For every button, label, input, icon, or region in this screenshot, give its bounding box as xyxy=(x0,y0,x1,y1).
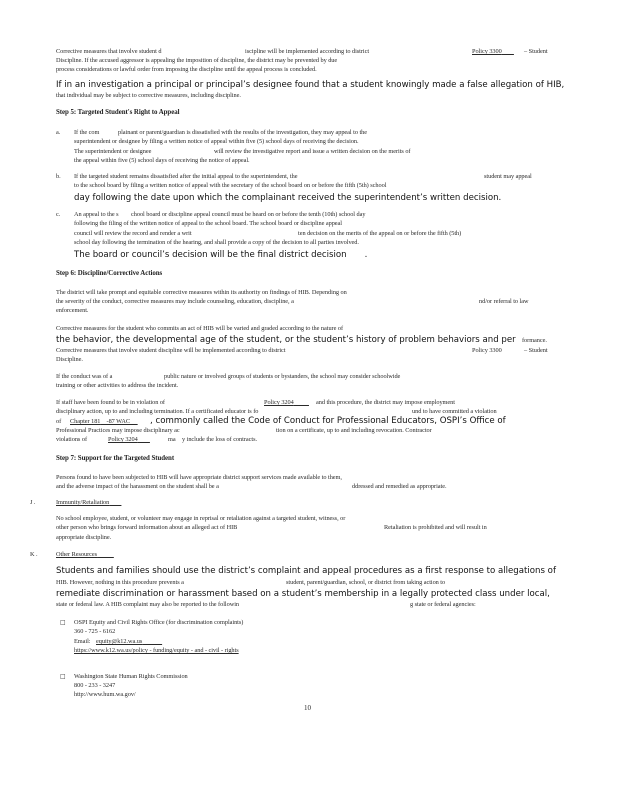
text-line: The district will take prompt and equitable corrective measures within its authority on findings of HIB. Depending on xyxy=(56,289,347,296)
resource-phone: 800 - 233 - 3247 xyxy=(74,682,116,689)
text-line: the behavior, the developmental age of the student, or the student’s history of problem behaviors and per xyxy=(56,335,516,345)
text-line: the appeal within five (5) school days of receiving the notice of appeal. xyxy=(74,157,250,164)
list-marker: c. xyxy=(56,211,61,218)
chapter-181-87-wac-link[interactable]: Chapter 181 -87 WAC xyxy=(70,418,131,425)
text-line: Discipline. xyxy=(56,356,83,363)
text-line: of xyxy=(56,418,62,425)
text-line: public nature or involved groups of students or bystanders, the school may consider schoolwide xyxy=(164,373,401,380)
text-line: An appeal to the s xyxy=(74,211,119,218)
text-line: If the com xyxy=(74,129,100,136)
step7-heading: Step 7: Support for the Targeted Student xyxy=(56,455,175,462)
list-marker: a. xyxy=(56,129,61,136)
section-j-title: Immunity/Retaliation xyxy=(56,499,110,506)
text-line: tion on a certificate, up to and including revocation. Contractor xyxy=(276,427,432,434)
text-line: and this procedure, the district may impose employment xyxy=(316,399,455,406)
checkbox-bullet-icon: □ xyxy=(60,619,66,626)
policy-3204-link[interactable]: Policy 3204 xyxy=(108,436,138,443)
text-line: training or other activities to address the incident. xyxy=(56,382,179,389)
text-line: disciplinary action, up to and including termination. If a certificated educator is fo xyxy=(56,408,259,415)
text-line: – Student xyxy=(524,347,548,354)
resource-url-link[interactable]: https://www.k12.wa.us/policy - funding/equity - and - civil - rights xyxy=(74,647,239,654)
text-line: If in an investigation a principal or principal’s designee found that a student knowingly made a false allegation of HIB, xyxy=(56,80,565,90)
text-line: Corrective measures for the student who commits an act of HIB will be varied and graded according to the nature of xyxy=(56,325,344,332)
text-line: ten decision on the merits of the appeal on or before the fifth (5th) xyxy=(298,230,462,237)
text-line: Corrective measures that involve student d xyxy=(56,48,162,55)
resource-title: OSPI Equity and Civil Rights Office (for discrimination complaints) xyxy=(74,619,244,626)
resource-title: Washington State Human Rights Commission xyxy=(74,673,188,680)
text-line: Students and families should use the district’s complaint and appeal procedures as a first response to allegations of xyxy=(56,566,556,576)
text-line: following the filing of the written notice of appeal to the school board. The school board or discipline appeal xyxy=(74,220,342,227)
text-line: , commonly called the Code of Conduct for Professional Educators, OSPI’s Office of xyxy=(150,416,506,426)
text-line: If the conduct was of a xyxy=(56,373,113,380)
text-line: remediate discrimination or harassment based on a student’s membership in a legally protected class under local, xyxy=(56,589,550,599)
text-line: ddressed and remedied as appropriate. xyxy=(352,483,447,490)
text-line: und to have committed a violation xyxy=(412,408,497,415)
section-marker: K . xyxy=(30,551,38,558)
text-line: will review the investigative report and issue a written decision on the merits of xyxy=(214,148,411,155)
text-line: superintendent or designee by filing a written notice of appeal within five (5) school days of receiving the decision. xyxy=(74,138,359,145)
page-number: 10 xyxy=(304,704,311,712)
text-line: iscipline will be implemented according to district xyxy=(245,48,370,55)
policy-3300-link[interactable]: Policy 3300 xyxy=(472,48,502,55)
resource-phone: 360 - 725 - 6162 xyxy=(74,628,116,635)
resource-url[interactable]: http://www.hum.wa.gov/ xyxy=(74,691,136,698)
text-line: The superintendent or designee xyxy=(74,148,152,155)
text-line: council will review the record and render a writ xyxy=(74,230,192,237)
text-line: school day following the termination of the hearing, and shall provide a copy of the decision to all parties involved. xyxy=(74,239,359,246)
text-line: day following the date upon which the complainant received the superintendent’s written decision. xyxy=(74,193,502,203)
text-line: Corrective measures that involve student discipline will be implemented according to district xyxy=(56,347,286,354)
step6-heading: Step 6: Discipline/Corrective Actions xyxy=(56,270,163,277)
text-line: If staff have been found to be in violation of xyxy=(56,399,165,406)
text-line: y include the loss of contracts. xyxy=(182,436,257,443)
policy-3204-link[interactable]: Policy 3204 xyxy=(264,399,294,406)
text-line: that individual may be subject to corrective measures, including discipline. xyxy=(56,92,241,99)
text-line: other person who brings forward information about an alleged act of HIB xyxy=(56,524,238,531)
text-line: Discipline. If the accused aggressor is appealing the imposition of discipline, the district may be prevented by due xyxy=(56,57,338,64)
section-marker: J . xyxy=(30,499,36,506)
section-k-title: Other Resources xyxy=(56,551,98,558)
text-line: student may appeal xyxy=(484,173,532,180)
text-line: enforcement. xyxy=(56,307,89,314)
text-line: student, parent/guardian, school, or district from taking action to xyxy=(286,579,446,586)
text-line: g state or federal agencies: xyxy=(410,601,476,608)
list-marker: b. xyxy=(56,173,61,180)
text-line: to the school board by filing a written notice of appeal with the secretary of the school board on or before the fifth (5th) school xyxy=(74,182,387,189)
text-line: – Student xyxy=(524,48,548,55)
text-line: Retaliation is prohibited and will result in xyxy=(384,524,487,531)
text-line: ma xyxy=(168,436,176,443)
text-line: and the adverse impact of the harassment on the student shall be a xyxy=(56,483,219,490)
text-line: formance. xyxy=(522,337,547,344)
text-line: the severity of the conduct, corrective measures may include counseling, education, discipline, a xyxy=(56,298,294,305)
text-line: nd/or referral to law xyxy=(479,298,529,305)
text-line: HIB. However, nothing in this procedure prevents a xyxy=(56,579,184,586)
text-line: If the targeted student remains dissatisfied after the initial appeal to the superintendent, the xyxy=(74,173,298,180)
text-line: The board or council’s decision will be the final district decision . xyxy=(74,250,368,260)
email-link[interactable]: equity@k12.wa.us xyxy=(96,638,143,645)
text-line: appropriate discipline. xyxy=(56,534,112,541)
text-line: violations of xyxy=(56,436,88,443)
text-line: No school employee, student, or volunteer may engage in reprisal or retaliation against a targeted student, witness, or xyxy=(56,515,346,522)
checkbox-bullet-icon: □ xyxy=(60,673,66,680)
text-line: plainant or parent/guardian is dissatisfied with the results of the investigation, they may appeal to the xyxy=(118,129,368,136)
text-line: Policy 3300 xyxy=(472,347,502,354)
resource-email-label: Email: xyxy=(74,638,91,645)
text-line: process considerations or lawful order from imposing the discipline until the appeal process is concluded. xyxy=(56,66,317,73)
text-line: Professional Practices may impose disciplinary ac xyxy=(56,427,180,434)
text-line: state or federal law. A HIB complaint may also be reported to the followin xyxy=(56,601,239,608)
text-line: chool board or discipline appeal council must be heard on or before the tenth (10th) school day xyxy=(131,211,366,218)
step5-heading: Step 5: Targeted Student's Right to Appeal xyxy=(56,109,180,116)
text-line: Persons found to have been subjected to HIB will have appropriate district support services made available to them, xyxy=(56,474,342,481)
